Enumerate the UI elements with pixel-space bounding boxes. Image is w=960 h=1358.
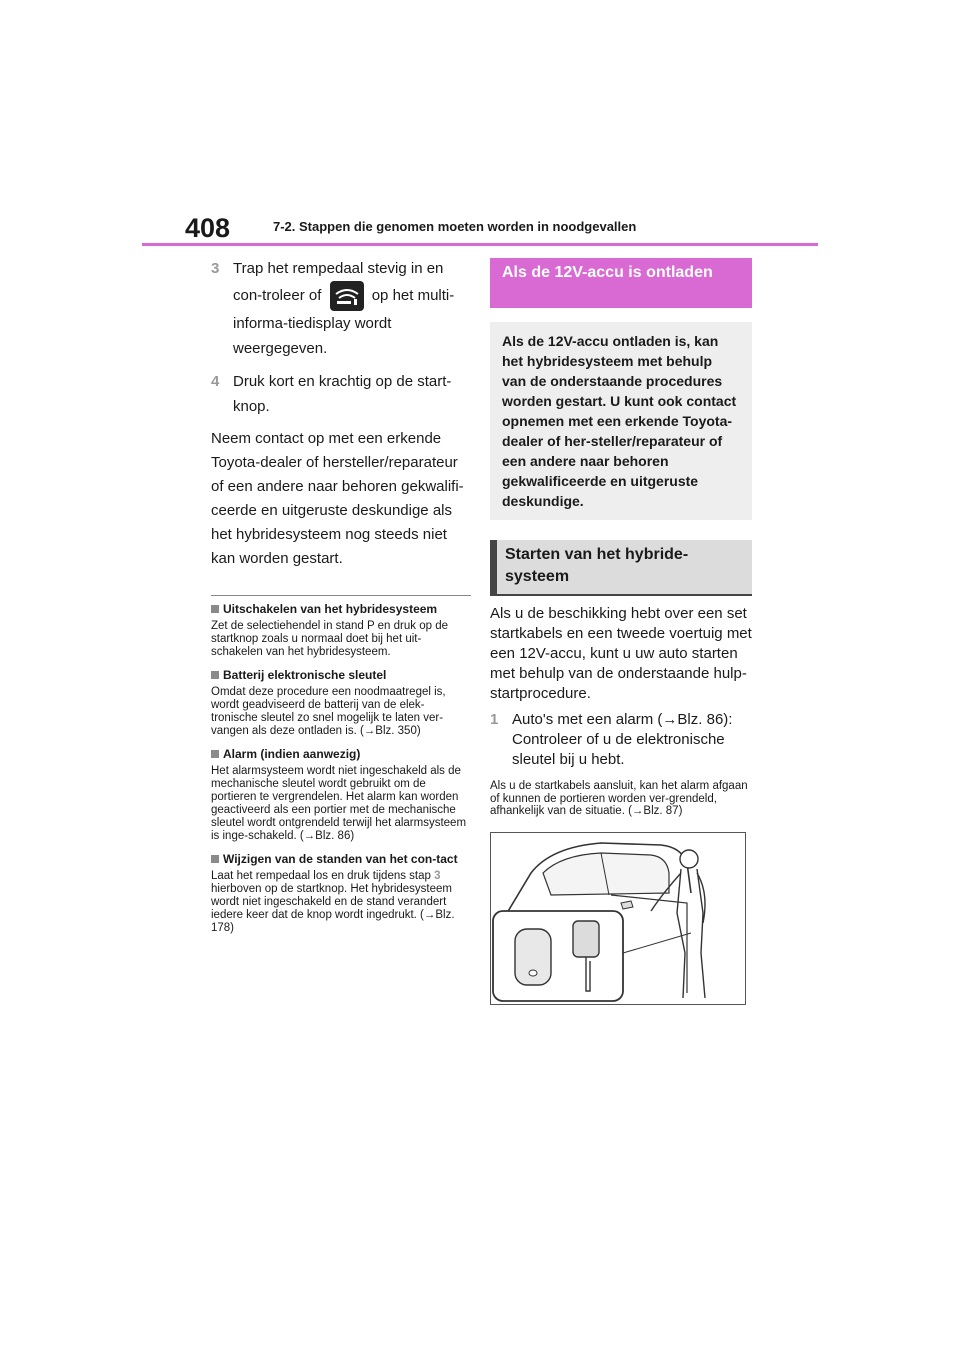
- step-reference: 3: [434, 870, 441, 882]
- section-banner: Als de 12V-accu is ontladen: [490, 258, 752, 308]
- page-number: 408: [185, 213, 231, 243]
- car-door-key-illustration: [490, 832, 746, 1005]
- note-title: Alarm (indien aanwezig): [211, 747, 471, 761]
- jump-start-paragraph: Als u de beschikking hebt over een set startkabels en een tweede voertuig met een 12V-accu, kunt u uw auto starten met behulp van de onderstaande hulp-startprocedure.: [490, 605, 752, 702]
- bullet-square-icon: [211, 855, 219, 863]
- step-number: 3: [211, 260, 220, 277]
- hybrid-system-indicator-icon: [330, 281, 364, 311]
- bullet-square-icon: [211, 671, 219, 679]
- section-heading: Starten van het hybride-systeem: [490, 540, 752, 596]
- notes-divider: [211, 595, 471, 596]
- step-text-after: op het multi-informa-tiedisplay wordt weergegeven.: [233, 286, 455, 357]
- note-body: Zet de selectiehendel in stand P en druk op de startknop zoals u normaal doet bij het uit-schakelen van het hybridesysteem.: [211, 620, 448, 658]
- right-column: [490, 258, 752, 1005]
- note-ignition-modes: [211, 852, 471, 935]
- step-text-before: Trap het rempedaal stevig in en con-troleer of: [233, 260, 444, 304]
- note-key-battery: [211, 668, 471, 738]
- step-4: [211, 369, 471, 419]
- note-title: Batterij elektronische sleutel: [211, 668, 471, 682]
- intro-box: Als de 12V-accu ontladen is, kan het hybridesysteem met behulp van de onderstaande procedures worden gestart. U kunt ook contact opnemen met een erkende Toyota-dealer of her-steller/reparateur of een andere naar behoren gekwalificeerde en uitgeruste deskundige.: [490, 322, 752, 520]
- step-1: [490, 710, 752, 770]
- note-shutdown: [211, 602, 471, 659]
- bullet-square-icon: [211, 605, 219, 613]
- note-title: Uitschakelen van het hybridesysteem: [211, 602, 471, 616]
- note-body: Omdat deze procedure een noodmaatregel is, wordt geadviseerd de batterij van de elek-tronische sleutel zo snel mogelijk te laten ver-vangen als deze ontladen is. (→Blz. 350): [211, 686, 446, 737]
- note-title: Wijzigen van de standen van het con-tact: [211, 852, 471, 866]
- step-text: Druk kort en krachtig op de start-knop.: [233, 373, 452, 415]
- contact-dealer-paragraph: Neem contact op met een erkende Toyota-dealer of hersteller/reparateur of een andere naar behoren gekwalifi-ceerde en uitgeruste deskundige als het hybridesysteem nog steeds niet kan worden gestart.: [211, 430, 464, 567]
- note-alarm: [211, 747, 471, 843]
- note-body: Het alarmsysteem wordt niet ingeschakeld als de mechanische sleutel wordt gebruikt om de portieren te vergrendelen. Het alarm kan worden geactiveerd als een portier met de mechanische sleutel wordt ontgrendeld terwijl het alarmsysteem is inge-schakeld. (→Blz. 86): [211, 765, 467, 842]
- alarm-note: Als u de startkabels aansluit, kan het alarm afgaan of kunnen de portieren worden ver-grendeld, afhankelijk van de situatie. (→Blz. 87): [490, 780, 748, 817]
- step-number: 1: [490, 711, 499, 728]
- step-3: [211, 256, 471, 361]
- note-body: Laat het rempedaal los en druk tijdens stap 3 hierboven op de startknop. Het hybridesysteem wordt niet ingeschakeld en de stand verandert iedere keer dat de knop wordt ingedrukt. (→Blz. 178): [211, 870, 455, 934]
- step-number: 4: [211, 373, 220, 390]
- left-column: [211, 256, 471, 944]
- running-title: 7-2. Stappen die genomen moeten worden in noodgevallen: [273, 219, 637, 234]
- bullet-square-icon: [211, 750, 219, 758]
- step-text: Auto's met een alarm (→Blz. 86): Controleer of u de elektronische sleutel bij u hebt.: [512, 711, 733, 768]
- header-rule: [142, 243, 818, 246]
